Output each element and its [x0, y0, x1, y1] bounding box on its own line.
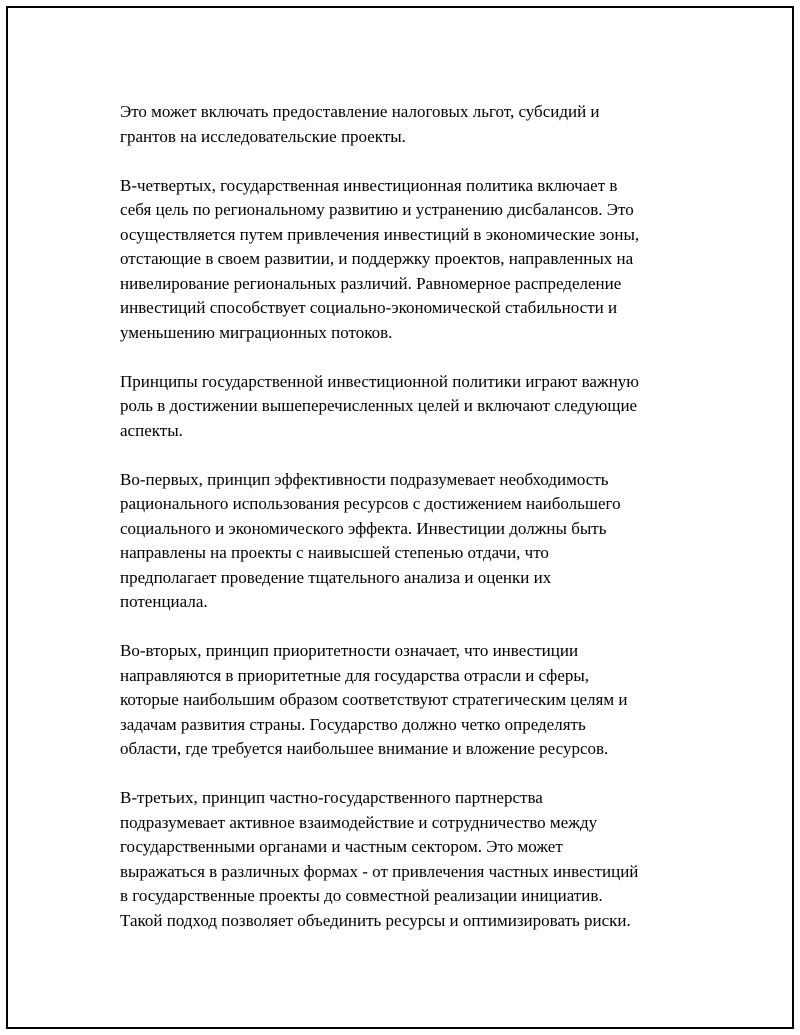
paragraph-1: Это может включать предоставление налоговых льгот, субсидий и грантов на исследовательские проекты.: [120, 102, 600, 146]
paragraph-6: В-третьих, принцип частно-государственного партнерства подразумевает активное взаимодействие и сотрудничество между государственными органами и частным сектором. Это может выражаться в различных формах - от привлечения частных инвестиций в государственные проекты до совместной реализации инициатив. Такой подход позволяет объединить ресурсы и оптимизировать риски.: [120, 788, 639, 930]
document-page: [6, 6, 794, 1029]
paragraph-4: Во-первых, принцип эффективности подразумевает необходимость рационального использования ресурсов с достижением наибольшего социального и экономического эффекта. Инвестиции должны быть направлены на проекты с наивысшей степенью отдачи, что предполагает проведение тщательного анализа и оценки их потенциала.: [120, 469, 621, 611]
paragraph-2: В-четвертых, государственная инвестиционная политика включает в себя цель по региональному развитию и устранению дисбалансов. Это осуществляется путем привлечения инвестиций в экономические зоны, отстающие в своем развитии, и поддержку проектов, направленных на нивелирование региональных различий. Равномерное распределение инвестиций способствует социально-экономической стабильности и уменьшению миграционных потоков.: [120, 175, 640, 342]
document-body: [120, 100, 700, 958]
paragraph-5: Во-вторых, принцип приоритетности означает, что инвестиции направляются в приоритетные для государства отрасли и сферы, которые наибольшим образом соответствуют стратегическим целям и задачам развития страны. Государство должно четко определять области, где требуется наибольшее внимание и вложение ресурсов.: [120, 641, 628, 758]
paragraph-3: Принципы государственной инвестиционной политики играют важную роль в достижении вышеперечисленных целей и включают следующие аспекты.: [120, 371, 639, 440]
